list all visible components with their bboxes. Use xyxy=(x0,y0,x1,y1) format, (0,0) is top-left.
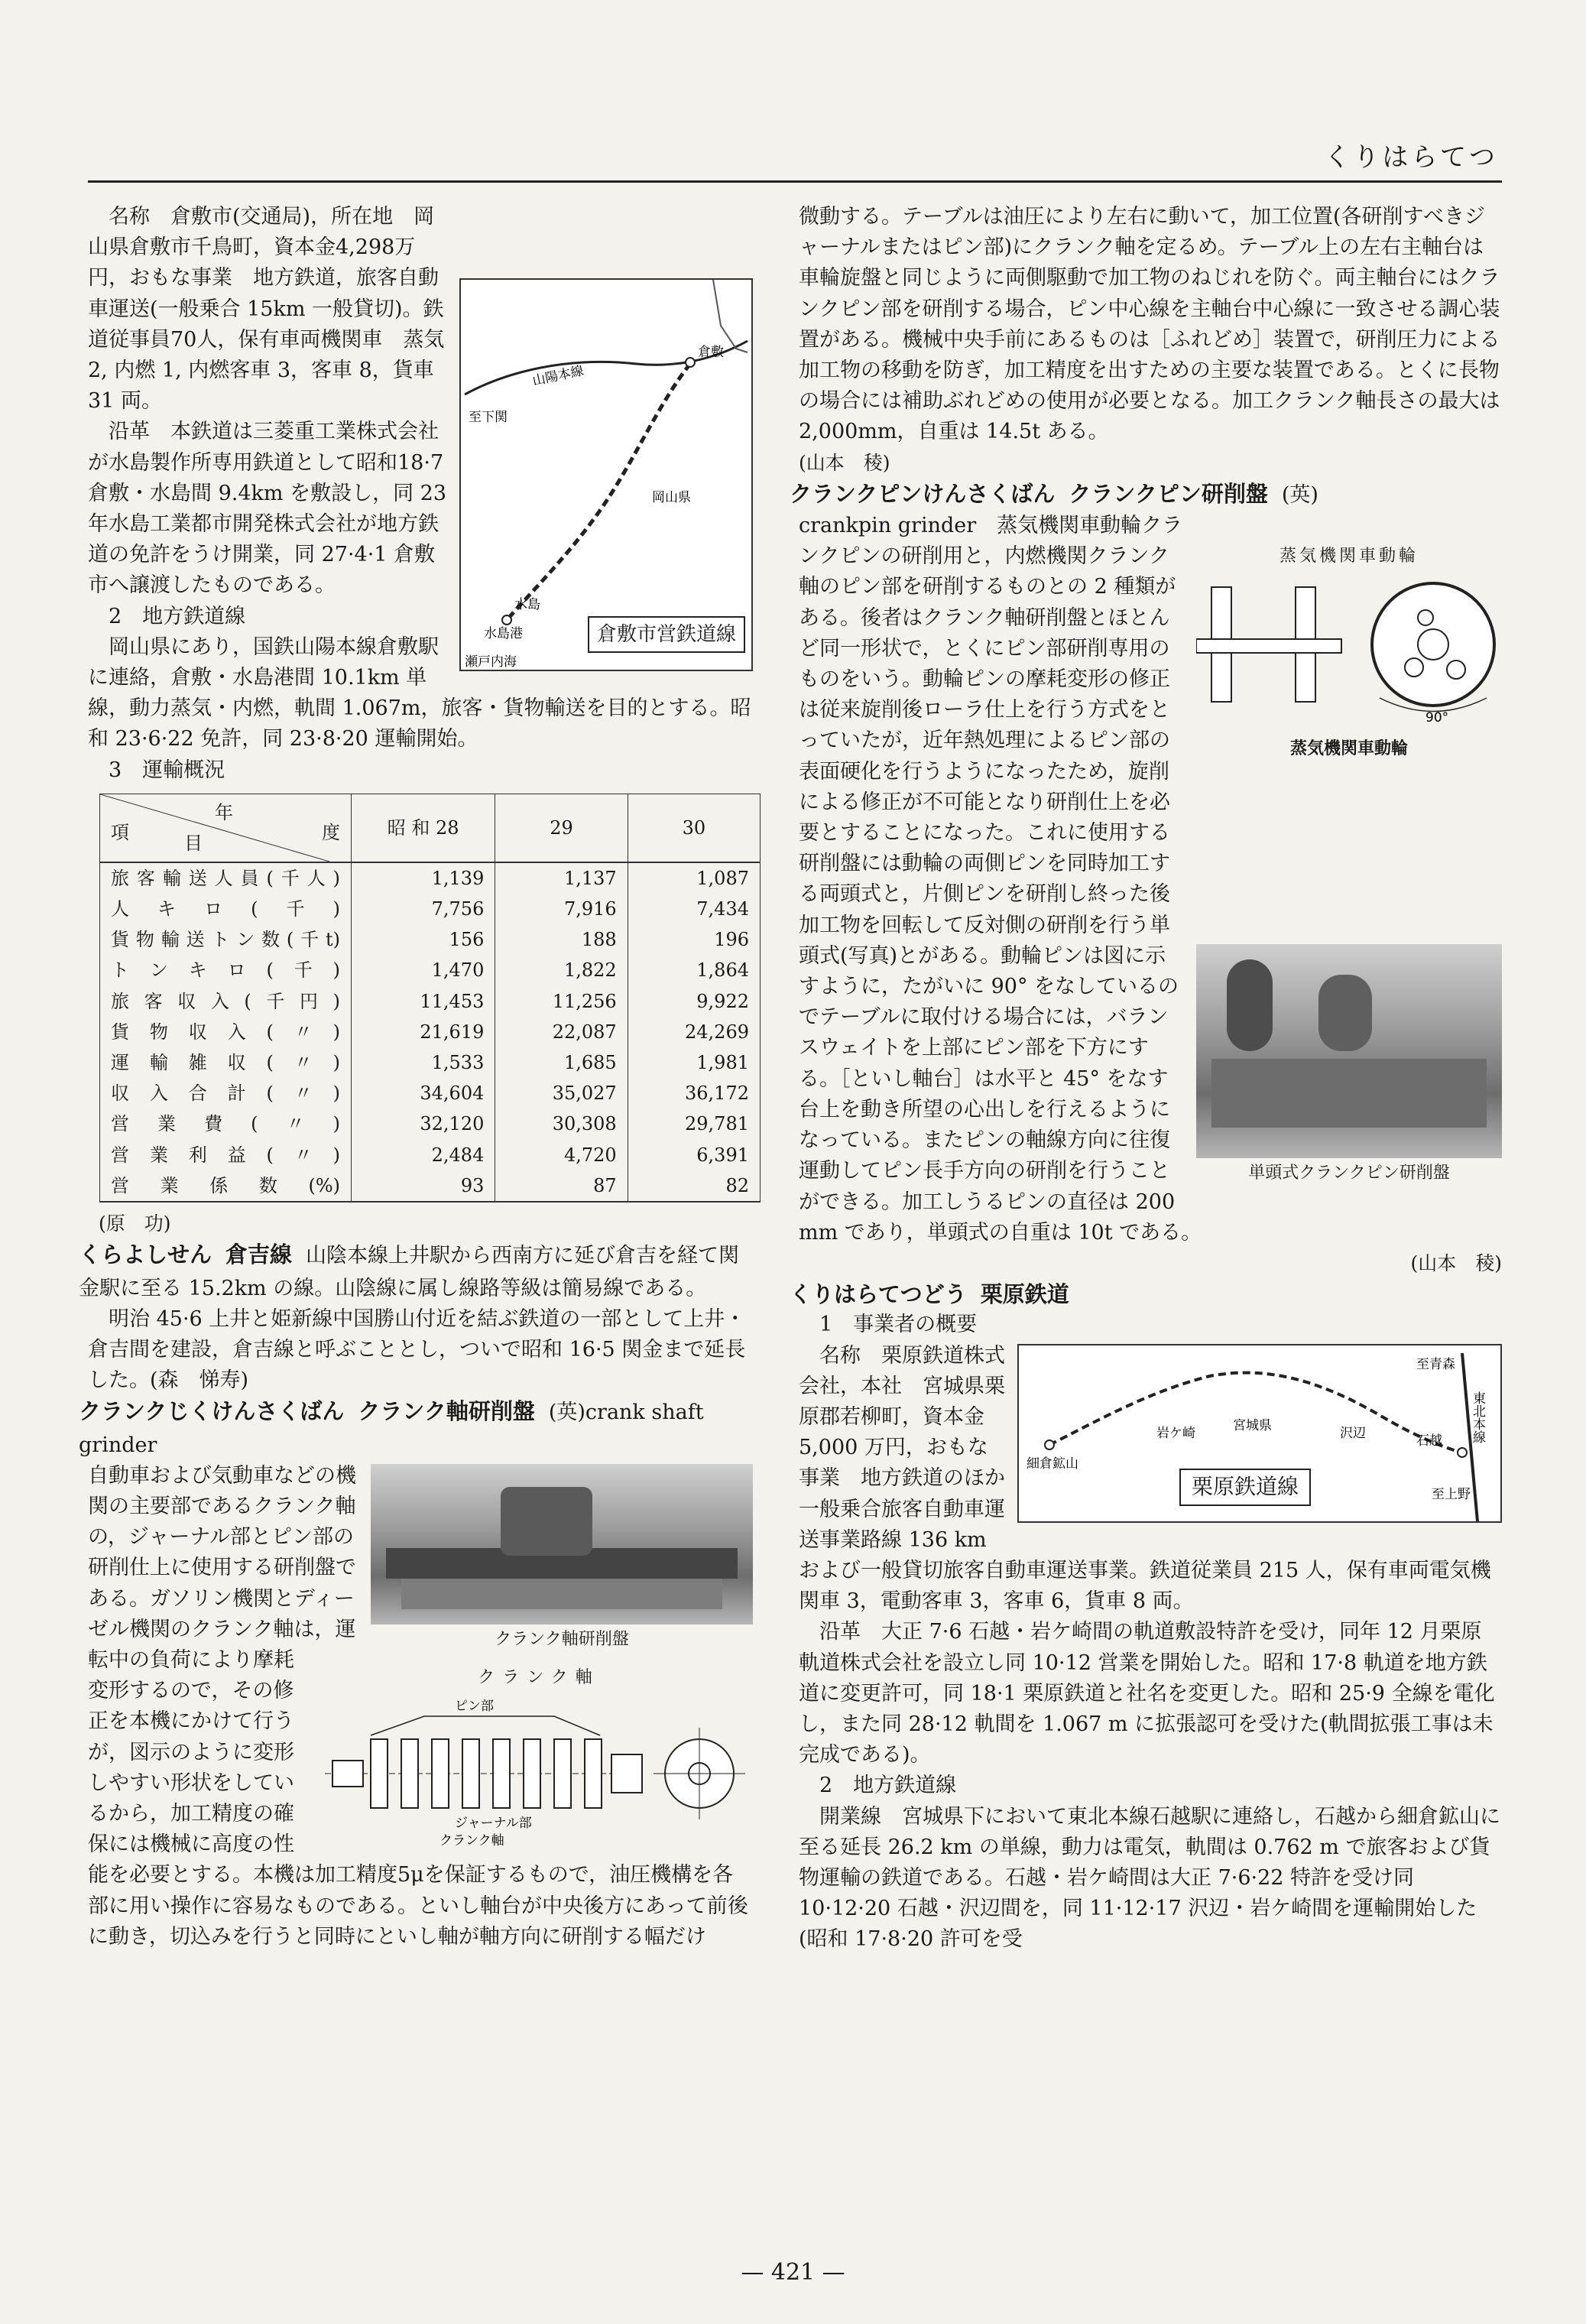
crankpin-kana: クランクピンけんさくばん xyxy=(790,480,1056,507)
kurashiki-signature: (原 功) xyxy=(99,1212,171,1235)
cell: 1,139 xyxy=(352,862,495,894)
cell: 7,756 xyxy=(352,894,495,924)
cell: 35,027 xyxy=(495,1078,628,1108)
cell: 6,391 xyxy=(628,1140,760,1170)
map-label-hosokura: 細倉鉱山 xyxy=(1027,1456,1078,1472)
crank-label-bottom: クランク軸 xyxy=(439,1833,504,1847)
row-label: トンキロ(千) xyxy=(100,955,352,985)
table-row xyxy=(100,1078,761,1108)
table-row xyxy=(100,862,761,894)
running-head: くりはらてつ xyxy=(1324,142,1498,173)
row-label: 営業費(〃) xyxy=(100,1108,352,1139)
cell: 36,172 xyxy=(628,1078,760,1108)
crank-label-pin: ピン部 xyxy=(455,1699,494,1715)
crankshaft-photo xyxy=(371,1464,753,1625)
page-number: — 421 — xyxy=(741,2259,845,2286)
row-label: 旅客輸送人員(千人) xyxy=(100,862,352,894)
map-label-mizushima: 水島 xyxy=(514,597,540,612)
row-label: 営業利益(〃) xyxy=(100,1140,352,1170)
cell: 21,619 xyxy=(352,1017,495,1047)
kurashiki-name: 名称 倉敷市(交通局)，所在地 岡山県倉敷市千鳥町，資本金4,298万円，おもな事業 地方鉄道，旅客自動車運送(一般乗合 15km 一般貸切)。鉄道従事員70人，保有車両機関車 蒸気 2, 内燃 1, 内燃客車 3，客車 8，貨車 31 両。 xyxy=(88,205,445,414)
crankshaft-body: 自動車および気動車などの機関の主要部であるクランク軸の，ジャーナル部とピン部の研削仕上に使用する研削盤である。ガソリン機関とディーゼル機関のクランク軸は，運転中の負荷により摩耗変形するので，その修正を本機にかけて行うが，図示のように変形しやすい形状をしているから，加工精度の確保には機械に高度の性能を必要とする。本機は加工精度5μを保証するもので，油圧機構を各部に用い操作に容易なものである。といし軸台が中央後方にあって前後に動き，切込みを行うと同時にといし軸が軸方向に研削する幅だけ xyxy=(88,1463,748,1949)
right-column xyxy=(790,202,1502,1956)
cell: 1,087 xyxy=(628,862,760,894)
kurayoshi-p2: 明治 45·6 上井と姫新線中国勝山付近を結ぶ鉄道の一部として上井・倉吉間を建設，倉吉線と呼ぶこととし，ついで昭和 16·5 関金まで延長した。(森 悌寿) xyxy=(88,1306,746,1393)
row-label: 貨物輸送トン数(千t) xyxy=(100,924,352,955)
map-label-sawabe: 沢辺 xyxy=(1340,1425,1366,1441)
crankpin-en: (英) xyxy=(1281,482,1318,507)
crankshaft-drawing xyxy=(325,1693,753,1846)
crankpin-kanji: クランクピン研削盤 xyxy=(1069,480,1268,507)
table-row xyxy=(100,1140,761,1170)
cell: 34,604 xyxy=(352,1078,495,1108)
row-label: 営業係数(%) xyxy=(100,1170,352,1202)
header-rule xyxy=(88,180,1502,183)
map-label-sanyo: 山陽本線 xyxy=(530,363,585,389)
map-label-pref: 岡山県 xyxy=(652,490,691,505)
crankpin-photo-caption: 単頭式クランクピン研削盤 xyxy=(1248,1163,1450,1183)
crankpin-photo xyxy=(1196,944,1502,1158)
crank-label-journal: ジャーナル部 xyxy=(455,1816,532,1832)
kurayoshi-kana: くらよしせん xyxy=(79,1242,212,1268)
table-row xyxy=(100,1017,761,1047)
cell: 2,484 xyxy=(352,1140,495,1170)
table-row xyxy=(100,1170,761,1202)
cell: 30,308 xyxy=(495,1108,628,1139)
cell: 1,470 xyxy=(352,955,495,985)
cell: 196 xyxy=(628,924,760,955)
map-label-aomori: 至青森 xyxy=(1416,1356,1455,1372)
corner-bottom: 目 xyxy=(184,832,203,854)
col-header-28: 昭 和 28 xyxy=(352,794,495,862)
row-label: 貨物収入(〃) xyxy=(100,1017,352,1047)
row-label: 収入合計(〃) xyxy=(100,1078,352,1108)
map-label-ueno: 至上野 xyxy=(1432,1486,1471,1502)
kurihara-map-title: 栗原鉄道線 xyxy=(1179,1469,1311,1505)
cell: 1,822 xyxy=(495,955,628,985)
kurashiki-map xyxy=(459,278,753,671)
wheel-caption-top: 蒸気機関車動輪 xyxy=(1279,547,1419,566)
cell: 11,453 xyxy=(352,986,495,1017)
kurayoshi-p1: 山陰本線上井駅から西南方に延び倉吉を経て関金駅に至る 15.2km の線。山陰線に属し線路等級は簡易線である。 xyxy=(79,1244,740,1300)
kurihara-line: 開業線 宮城県下において東北本線石越駅に連絡し，石越から細倉鉱山に至る延長 26.2 km の単線，動力は電気，軌間は 0.762 m で旅客および貨物運輸の鉄道である。石越・岩ケ崎間は大正 7·6·22 特許を受け同 10·12·20 石越・沢辺間を，同 11·12·17 沢辺・岩ケ崎間を運輸開始した (昭和 17·8·20 許可を受 xyxy=(799,1804,1500,1952)
cell: 4,720 xyxy=(495,1140,628,1170)
cell: 82 xyxy=(628,1170,760,1202)
kurihara-kanji: 栗原鉄道 xyxy=(980,1281,1069,1308)
table-row xyxy=(100,1047,761,1078)
kurashiki-sec3: 3 運輸概況 xyxy=(109,758,225,782)
wheel-drawing xyxy=(1196,572,1502,725)
row-label: 人キロ(千) xyxy=(100,894,352,924)
transport-table xyxy=(99,794,761,1203)
entry-heading-crankpin xyxy=(790,479,1502,511)
cell: 22,087 xyxy=(495,1017,628,1047)
map-label-kurashiki: 倉敷 xyxy=(698,345,724,360)
kurashiki-history: 沿革 本鉄道は三菱重工業株式会社が水島製作所専用鉄道として昭和18·7 倉敷・水島間 9.4km を敷設し，同 23 年水島工業都市開発株式会社が地方鉄道の免許をうけ開業，同 27·4·1 倉敷市へ譲渡したものである。 xyxy=(88,420,447,598)
corner-top: 年 xyxy=(215,801,233,823)
crankshaft-kanji: クランク軸研削盤 xyxy=(358,1398,535,1425)
kurihara-history: 沿革 大正 7·6 石越・岩ケ崎間の軌道敷設特許を受け，同年 12 月栗原軌道株式会社を設立し同 10·12 営業を開始した。昭和 17·8 軌道を地方鉄道に変更許可，同 18·1 栗原鉄道と社名を変更した。昭和 25·9 全線を電化し，また同 28·12 軌間を 1.067 m に拡張認可を受けた(軌間拡張工事は未完成である)。 xyxy=(799,1620,1495,1767)
corner-left: 項 xyxy=(111,821,129,843)
wheel-caption-bottom: 蒸気機関車動輪 xyxy=(1289,739,1408,759)
kurashiki-map-svg xyxy=(461,280,751,670)
crankshaft-continued: 微動する。テーブルは油圧により左右に動いて，加工位置(各研削すべきジャーナルまたはピン部)にクランク軸を定るめ。テーブル上の左右主軸台は車輪旋盤と同じように両側駆動で加工物のねじれを防ぐ。両主軸台にはクランクピン部を研削する場合，ピン中心線を主軸台中心線に一致させる調心装置がある。機械中央手前にあるものは［ふれどめ］装置で，研削圧力による加工物の移動を防ぎ，加工精度を出すための主要な装置である。とくに長物の場合には補助ぶれどめの使用が必要となる。加工クランク軸長さの最大は 2,000mm，自重は 14.5t ある。 xyxy=(799,205,1500,444)
entry-heading-crankshaft xyxy=(79,1396,753,1460)
crankshaft-signature: (山本 稜) xyxy=(799,451,890,474)
map-label-iwagasaki: 岩ケ崎 xyxy=(1156,1425,1195,1441)
cell: 29,781 xyxy=(628,1108,760,1139)
cell: 188 xyxy=(495,924,628,955)
cell: 11,256 xyxy=(495,986,628,1017)
cell: 1,981 xyxy=(628,1047,760,1078)
kurayoshi-kanji: 倉吉線 xyxy=(225,1242,293,1268)
cell: 7,916 xyxy=(495,894,628,924)
kurashiki-line: 岡山県にあり，国鉄山陽本線倉敷駅に連絡，倉敷・水島港間 10.1km 単線，動力蒸気・内燃，軌間 1.067m，旅客・貨物輸送を目的とする。昭和 23·6·22 免許，同 23·8·20 運輸開始。 xyxy=(88,635,751,751)
wheel-angle-label: 90° xyxy=(1425,710,1449,725)
cell: 9,922 xyxy=(628,986,760,1017)
kurihara-kana: くりはらてつどう xyxy=(790,1281,967,1308)
table-row xyxy=(100,986,761,1017)
cell: 7,434 xyxy=(628,894,760,924)
col-header-30: 30 xyxy=(628,794,760,862)
table-row xyxy=(100,955,761,985)
map-label-port: 水島港 xyxy=(484,626,523,641)
kurihara-sec1: 1 事業者の概要 xyxy=(819,1313,978,1337)
kurashiki-map-title: 倉敷市営鉄道線 xyxy=(588,616,745,653)
table-header-row xyxy=(100,794,761,862)
map-label-tohoku: 東北本線 xyxy=(1470,1391,1485,1443)
cell: 32,120 xyxy=(352,1108,495,1139)
cell: 93 xyxy=(352,1170,495,1202)
corner-right: 度 xyxy=(322,821,340,843)
row-label: 運輸雑収(〃) xyxy=(100,1047,352,1078)
map-label-ishikoshi: 石越 xyxy=(1416,1433,1442,1449)
wheel-diagram xyxy=(1196,541,1502,765)
cell: 1,864 xyxy=(628,955,760,985)
crankshaft-en: (英)crank shaft grinder xyxy=(79,1401,704,1457)
kurashiki-sec2: 2 地方鉄道線 xyxy=(109,604,246,628)
crankshaft-photo-caption: クランク軸研削盤 xyxy=(495,1629,629,1649)
crankshaft-kana: クランクじくけんさくばん xyxy=(79,1398,345,1425)
crankpin-photo-figure xyxy=(1196,944,1502,1189)
cell: 1,533 xyxy=(352,1047,495,1078)
table-row xyxy=(100,894,761,924)
map-label-shimonoseki: 至下関 xyxy=(469,410,508,425)
crankpin-signature: (山本 稜) xyxy=(1410,1251,1502,1274)
crankpin-body: crankpin grinder 蒸気機関車動輪クランクピンの研削用と，内燃機関クランク軸のピン部を研削するものとの 2 種類がある。後者はクランク軸研削盤とほとんど同一形状で，とくにピン部研削専用のものをいう。動輪ピンの摩耗変形の修正は従来旋削後ローラ仕上を行う方式をとっていたが，近年熱処理によるピン部の表面硬化を行うようになったため，旋削による修正が不可能となり研削仕上を必要とすることになった。これに使用する研削盤には動輪の両側ピンを同時加工する両頭式と，片側ピンを研削し終った後加工物を回転して反対側の研削を行う単頭式(写真)とがある。動輪ピンは図に示すように，たがいに 90° をなしているのでテーブルに取付ける場合には，バランスウェイトを上部にピン部を下方にする。［といし軸台］は水平と 45° をなす台上を動き所望の心出しを行えるようになっている。またピンの軸線方向に往復運動してピン長手方向の研削を行うことができる。加工しうるピンの直径は 200 mm であり，単頭式の自重は 10t である。 xyxy=(799,514,1202,1245)
row-label: 旅客収入(千円) xyxy=(100,986,352,1017)
cell: 1,137 xyxy=(495,862,628,894)
kurihara-sec2: 2 地方鉄道線 xyxy=(819,1774,957,1798)
cell: 156 xyxy=(352,924,495,955)
entry-heading-kurihara xyxy=(790,1279,1502,1310)
map-label-miyagi: 宮城県 xyxy=(1233,1417,1272,1433)
left-column xyxy=(79,202,753,1952)
cell: 87 xyxy=(495,1170,628,1202)
crankshaft-diagram xyxy=(325,1663,753,1847)
entry-heading-kurayoshi xyxy=(79,1239,753,1303)
cell: 24,269 xyxy=(628,1017,760,1047)
kurihara-name: 名称 栗原鉄道株式会社，本社 宮城県栗原郡若柳町，資本金 5,000 万円，おもな事業 地方鉄道のほか一般乗合旅客自動車運送事業路線 136 km および一般貸切旅客自動車運送事業。鉄道従業員 215 人，保有車両電気機関車 3，電動客車 3，客車 6，貨車 8 両。 xyxy=(799,1343,1491,1614)
map-label-seto: 瀬戸内海 xyxy=(465,654,517,670)
cell: 1,685 xyxy=(495,1047,628,1078)
table-row xyxy=(100,924,761,955)
table-row xyxy=(100,1108,761,1139)
crankshaft-diagram-title: クランク軸 xyxy=(478,1667,600,1687)
kurihara-map xyxy=(1017,1344,1502,1523)
col-header-29: 29 xyxy=(495,794,628,862)
crankshaft-photo-figure xyxy=(371,1464,753,1655)
table-corner xyxy=(100,794,352,862)
